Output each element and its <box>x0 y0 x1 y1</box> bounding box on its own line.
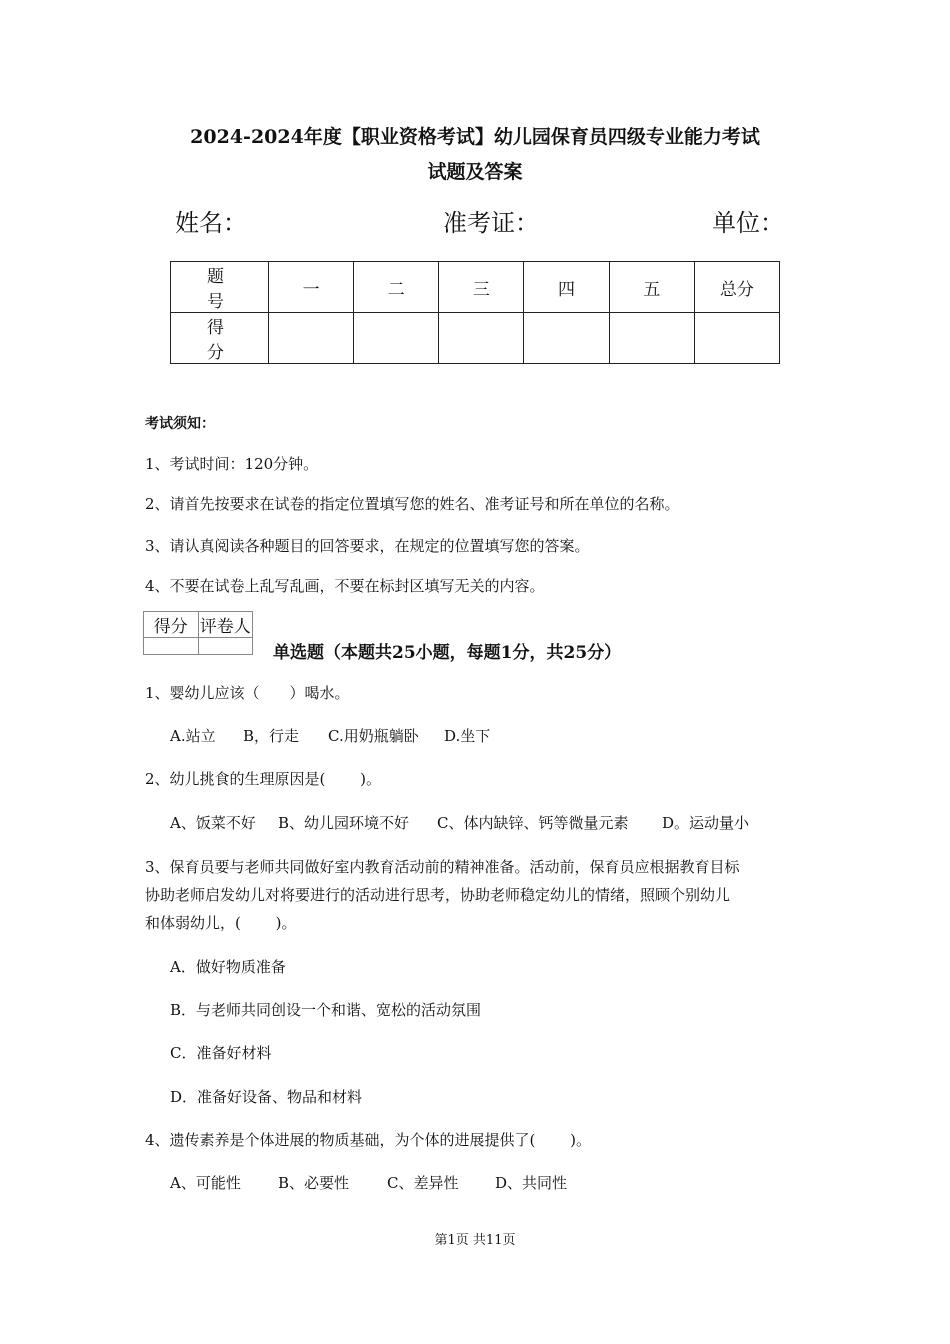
score-entry-cell[interactable] <box>354 313 439 364</box>
grader-box-grader-label: 评卷人 <box>198 612 253 638</box>
notice-item: 4、不要在试卷上乱写乱画，不要在标封区填写无关的内容。 <box>145 577 545 595</box>
question-option[interactable]: D、共同性 <box>495 1174 568 1192</box>
score-table-cell: 五 <box>609 262 694 313</box>
unit-field-label: 单位： <box>712 209 784 237</box>
question-stem: 4、遗传素养是个体进展的物质基础，为个体的进展提供了( )。 <box>145 1131 592 1149</box>
question-option[interactable]: A、饭菜不好 <box>170 814 256 832</box>
score-entry-cell[interactable] <box>694 313 779 364</box>
score-table-header-row <box>171 262 780 313</box>
name-field-label: 姓名： <box>175 209 247 237</box>
score-table-cell: 一 <box>269 262 354 313</box>
question-option[interactable]: B、幼儿园环境不好 <box>278 814 410 832</box>
question-option[interactable]: C、体内缺锌、钙等微量元素 <box>437 814 629 832</box>
question-option[interactable]: B、必要性 <box>278 1174 350 1192</box>
exam-id-field-label: 准考证： <box>443 209 539 237</box>
score-entry-cell[interactable] <box>269 313 354 364</box>
question-option[interactable]: C、差异性 <box>387 1174 459 1192</box>
notice-title: 考试须知： <box>145 416 215 432</box>
score-table-cell: 题 号 <box>171 262 269 313</box>
score-table <box>170 261 780 364</box>
question-option[interactable]: D.坐下 <box>444 727 491 745</box>
question-option[interactable]: A、可能性 <box>170 1174 241 1192</box>
score-entry-cell[interactable] <box>524 313 609 364</box>
question-stem-line: 协助老师启发幼儿对将要进行的活动进行思考，协助老师稳定幼儿的情绪，照顾个别幼儿 <box>145 886 731 904</box>
notice-item: 1、考试时间：120分钟。 <box>145 455 319 473</box>
question-stem: 2、幼儿挑食的生理原因是( )。 <box>145 770 382 788</box>
question-stem: 1、婴幼儿应该（ ）喝水。 <box>145 684 350 702</box>
page-title-line2: 试题及答案 <box>427 161 523 183</box>
score-entry-cell[interactable] <box>609 313 694 364</box>
grader-box-score-label: 得分 <box>144 612 199 638</box>
question-option[interactable]: D．准备好设备、物品和材料 <box>170 1088 363 1106</box>
notice-item: 2、请首先按要求在试卷的指定位置填写您的姓名、准考证号和所在单位的名称。 <box>145 495 680 513</box>
question-option[interactable]: B，行走 <box>243 727 300 745</box>
question-option[interactable]: A.站立 <box>170 727 216 745</box>
question-option[interactable]: A．做好物质准备 <box>170 958 286 976</box>
question-option[interactable]: B．与老师共同创设一个和谐、宽松的活动氛围 <box>170 1001 482 1019</box>
question-option[interactable]: D。运动量小 <box>662 814 750 832</box>
notice-item: 3、请认真阅读各种题目的回答要求，在规定的位置填写您的答案。 <box>145 537 590 555</box>
question-stem-line: 3、保育员要与老师共同做好室内教育活动前的精神准备。活动前，保育员应根据教育目标 <box>145 858 740 876</box>
question-stem-line: 和体弱幼儿，( )。 <box>145 914 297 932</box>
section-title: 单选题（本题共25小题，每题1分，共25分） <box>273 643 622 663</box>
score-table-cell: 得 分 <box>171 313 269 364</box>
question-option[interactable]: C．准备好材料 <box>170 1044 272 1062</box>
score-entry-cell[interactable] <box>439 313 524 364</box>
question-option[interactable]: C.用奶瓶躺卧 <box>328 727 419 745</box>
grader-box <box>143 611 253 655</box>
score-table-score-row <box>171 313 780 364</box>
page-title-line1: 2024-2024年度【职业资格考试】幼儿园保育员四级专业能力考试 <box>190 126 760 148</box>
score-table-cell: 二 <box>354 262 439 313</box>
grader-box-score-cell[interactable] <box>144 638 199 655</box>
score-table-cell: 三 <box>439 262 524 313</box>
page-footer: 第1页 共11页 <box>434 1233 516 1248</box>
score-table-cell: 四 <box>524 262 609 313</box>
score-table-cell: 总分 <box>694 262 779 313</box>
grader-box-grader-cell[interactable] <box>198 638 253 655</box>
